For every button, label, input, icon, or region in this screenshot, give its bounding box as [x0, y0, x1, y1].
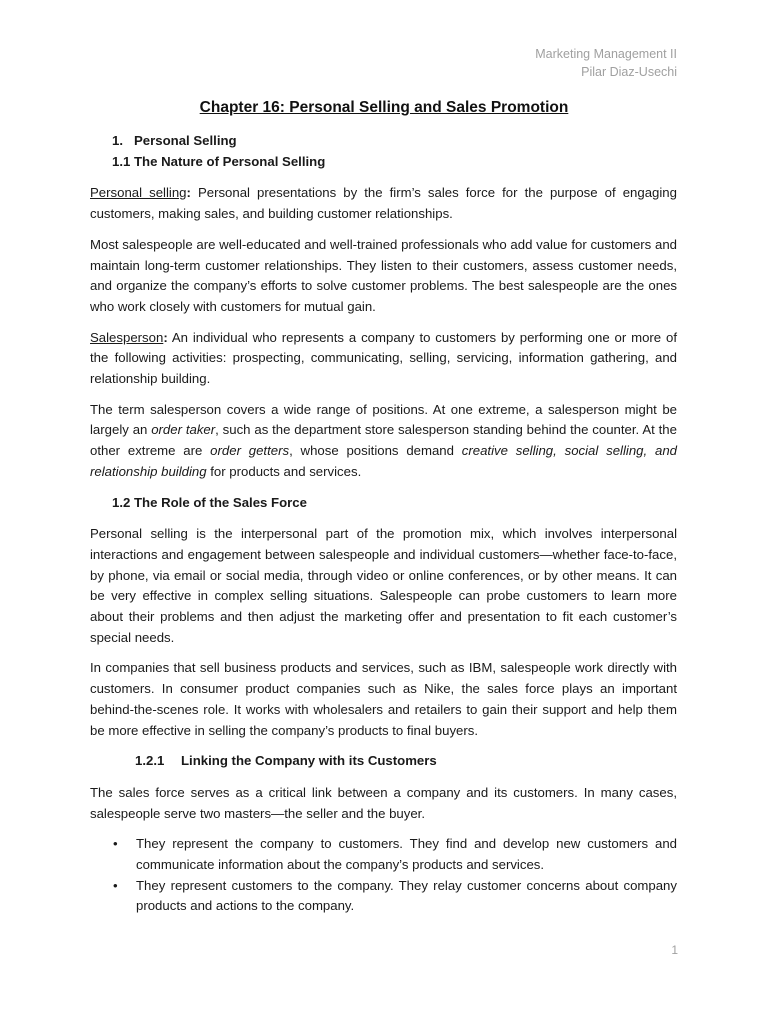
- definition-colon: :: [186, 185, 191, 201]
- header-author: Pilar Diaz-Usechi: [581, 65, 677, 79]
- chapter-title: Chapter 16: Personal Selling and Sales Promotion: [199, 99, 569, 116]
- paragraph-term-salesperson: [90, 400, 677, 483]
- section-label: Linking the Company with its Customers: [181, 753, 437, 769]
- page-header: [535, 45, 677, 81]
- section-heading-1: [90, 131, 677, 152]
- text-run: , whose positions demand: [289, 443, 462, 459]
- definition-personal-selling: [90, 183, 677, 224]
- document-body: [90, 131, 677, 917]
- section-heading-1-2-1: [90, 751, 677, 772]
- italic-term-creative-selling: creative selling, social selling, and relationship building: [90, 443, 677, 479]
- header-course: Marketing Management II: [535, 47, 677, 61]
- italic-term-order-getters: order getters: [210, 443, 290, 459]
- section-number: 1.2.1: [135, 753, 165, 769]
- text-run: , such as the department store salesperson standing behind the counter. At the other extreme are: [90, 422, 677, 459]
- definition-salesperson: [90, 328, 677, 390]
- definition-term: Personal selling: [90, 185, 187, 201]
- list-item: [90, 876, 677, 917]
- text-run: The term salesperson covers a wide range of positions. At one extreme, a salesperson might be largely an: [90, 401, 677, 438]
- text-run: for products and services.: [206, 463, 362, 479]
- bullet-list: [90, 834, 677, 917]
- page-number: 1: [671, 943, 678, 957]
- definition-colon: :: [163, 329, 168, 345]
- definition-term: Salesperson: [90, 329, 164, 345]
- section-number: 1.: [112, 133, 123, 148]
- bullet-icon: •: [113, 836, 118, 852]
- section-heading-1-1: 1.1 The Nature of Personal Selling: [112, 153, 326, 169]
- definition-text: An individual who represents a company to customers by performing one or more of the following activities: prospecting, communicating, selling, servicing, information gathering, and relationship building.: [90, 329, 677, 387]
- list-item: [90, 834, 677, 875]
- italic-term-order-taker: order taker: [151, 422, 216, 438]
- bullet-icon: •: [113, 877, 118, 893]
- paragraph-most-salespeople: Most salespeople are well-educated and well-trained professionals who add value for customers and maintain long-term customer relationships. They listen to their customers, assess customer needs, and organize the company’s efforts to solve customer problems. The best salespeople are the ones who work closely with customers for mutual gain.: [90, 236, 677, 314]
- section-heading-1-2: 1.2 The Role of the Sales Force: [112, 494, 307, 510]
- list-item-text: They represent customers to the company. They relay customer concerns about company products and actions to the company.: [136, 877, 677, 914]
- list-item-text: They represent the company to customers. They find and develop new customers and communicate information about the company’s products and services.: [136, 836, 677, 873]
- paragraph-role-1: Personal selling is the interpersonal part of the promotion mix, which involves interpersonal interactions and engagement between salespeople and individual customers—whether face-to-face, by phone, via email or social media, through video or online conferences, or by other means. It can be very effective in complex selling situations. Salespeople can probe customers to learn more about their problems and then adjust the marketing offer and presentation to fit each customer’s special needs.: [90, 526, 677, 645]
- paragraph-role-2: In companies that sell business products and services, such as IBM, salespeople work directly with customers. In consumer product companies such as Nike, the sales force plays an important behind-the-scenes role. It works with wholesalers and retailers to gain their support and help them be more effective in selling the company’s products to final buyers.: [90, 660, 677, 738]
- paragraph-link: The sales force serves as a critical link between a company and its customers. In many cases, salespeople serve two masters—the seller and the buyer.: [90, 784, 677, 821]
- definition-text: Personal presentations by the firm’s sales force for the purpose of engaging customers, making sales, and building customer relationships.: [90, 185, 677, 222]
- section-label: Personal Selling: [134, 133, 237, 148]
